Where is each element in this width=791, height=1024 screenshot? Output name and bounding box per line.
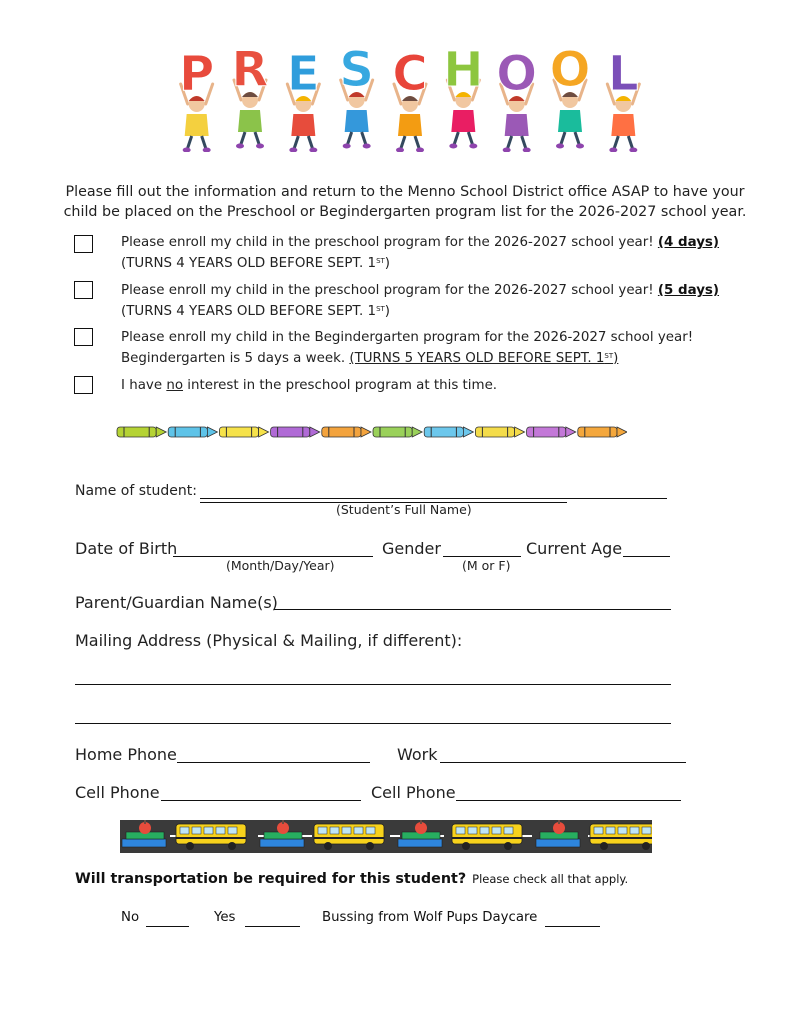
road-dash [522, 835, 532, 837]
transport-note: Please check all that apply. [472, 872, 629, 886]
option-days: (4 days) [657, 235, 720, 250]
cell-phone-1-label: Cell Phone [75, 783, 160, 802]
student-name-hint: (Student’s Full Name) [336, 502, 472, 517]
preschool-banner [170, 40, 650, 152]
banner-letter: O [496, 46, 538, 102]
parent-field[interactable] [274, 609, 671, 610]
crayon [117, 427, 166, 437]
banner-letter: R [231, 42, 269, 98]
road-dash [390, 835, 400, 837]
address-line-2[interactable] [75, 723, 671, 724]
home-phone-label: Home Phone [75, 745, 177, 764]
checkbox-preschool-5-days[interactable] [74, 281, 93, 299]
option-text: Please enroll my child in the preschool program for the 2026-2027 school year! [121, 235, 658, 250]
transport-no-field[interactable] [146, 926, 189, 927]
age-field[interactable] [623, 556, 670, 557]
parent-label: Parent/Guardian Name(s) [75, 593, 278, 612]
road-dash [302, 835, 312, 837]
banner-letter: C [392, 46, 428, 102]
option-text-end: interest in the preschool program at this time. [183, 378, 498, 393]
gender-label: Gender [382, 539, 441, 558]
address-line-1[interactable] [75, 684, 671, 685]
crayon [527, 427, 576, 437]
option-text: Please enroll my child in the Begindergarten program for the 2026-2027 school year! [121, 330, 694, 345]
cell-phone-1-field[interactable] [161, 800, 361, 801]
option-days: (5 days) [657, 283, 720, 298]
crayon [373, 427, 422, 437]
option-text: Please enroll my child in the preschool program for the 2026-2027 school year! [121, 283, 658, 298]
paren-close: ) [384, 256, 391, 271]
gender-hint: (M or F) [462, 558, 511, 573]
option-no-word: no [166, 378, 184, 393]
address-label: Mailing Address (Physical & Mailing, if different): [75, 631, 463, 650]
paren-close: ) [384, 304, 391, 319]
student-name-field[interactable] [200, 498, 667, 499]
banner-letter: P [179, 46, 215, 102]
intro-text: Please fill out the information and return to the Menno School District office ASAP to have your child be placed on the Preschool or Begindergarten program list for the 2026-2027 school year. [63, 184, 747, 220]
school-bus-border [120, 820, 652, 853]
checkbox-no-interest[interactable] [74, 376, 93, 394]
transport-yes-label: Yes [214, 910, 236, 925]
crayon [219, 427, 268, 437]
student-name-label: Name of student: [75, 483, 197, 499]
gender-field[interactable] [443, 556, 521, 557]
crayon [271, 427, 320, 437]
superscript: ST [604, 352, 614, 360]
dob-field[interactable] [173, 556, 373, 557]
transport-question: Will transportation be required for this student? [75, 871, 467, 887]
dob-hint: (Month/Day/Year) [226, 558, 335, 573]
transport-daycare-field[interactable] [545, 926, 600, 927]
crayon [168, 427, 217, 437]
transport-question-row [75, 868, 628, 887]
crayon [322, 427, 371, 437]
option-age-note: (TURNS 4 YEARS OLD BEFORE SEPT. 1 [121, 304, 377, 319]
banner-letter: E [286, 46, 320, 102]
checkbox-begindergarten[interactable] [74, 328, 93, 346]
cell-phone-2-label: Cell Phone [371, 783, 456, 802]
banner-letter: O [549, 42, 591, 98]
work-phone-label: Work [397, 745, 438, 764]
age-label: Current Age [526, 539, 623, 558]
transport-no-label: No [121, 910, 140, 925]
banner-letter: S [339, 42, 374, 98]
crayon-divider [115, 424, 627, 440]
dob-label: Date of Birth [75, 539, 178, 558]
option-age-note: (TURNS 4 YEARS OLD BEFORE SEPT. 1 [121, 256, 377, 271]
paren-close: ) [613, 351, 619, 366]
crayon [424, 427, 473, 437]
banner-letter: L [608, 46, 639, 102]
superscript: ST [376, 257, 385, 265]
crayon [578, 427, 627, 437]
checkbox-preschool-4-days[interactable] [74, 235, 93, 253]
superscript: ST [376, 305, 385, 313]
option-text-start: I have [121, 378, 167, 393]
work-phone-field[interactable] [440, 762, 686, 763]
crayon [475, 427, 524, 437]
transport-yes-field[interactable] [245, 926, 300, 927]
home-phone-field[interactable] [177, 762, 370, 763]
option-schedule-note: Begindergarten is 5 days a week. [121, 351, 350, 366]
option-age-note: (TURNS 5 YEARS OLD BEFORE SEPT. 1 [349, 351, 605, 366]
banner-letter: H [443, 42, 484, 98]
transport-daycare-label: Bussing from Wolf Pups Daycare [322, 910, 538, 925]
cell-phone-2-field[interactable] [456, 800, 681, 801]
